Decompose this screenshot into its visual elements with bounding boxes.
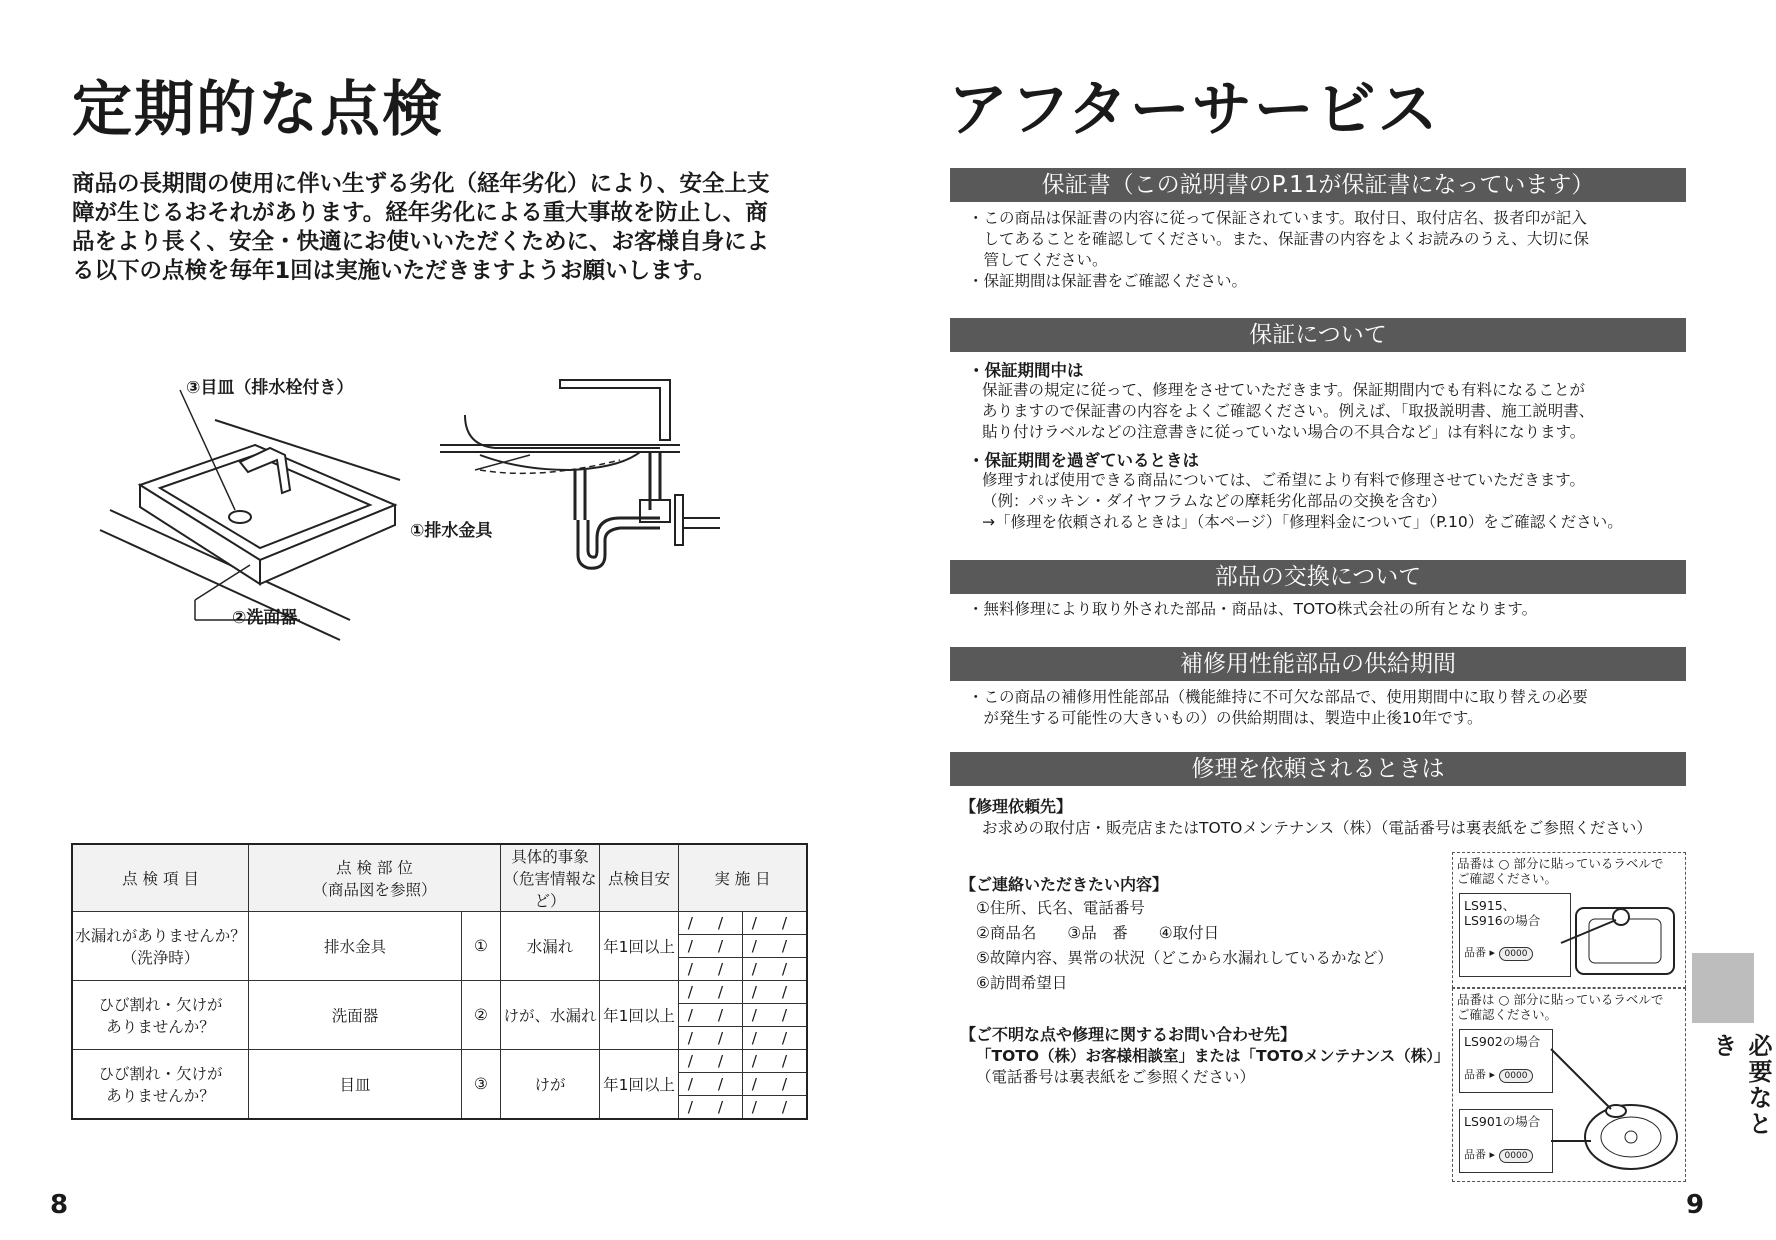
label-tag: 0000	[1499, 1069, 1534, 1083]
body-line: 管してください。	[968, 251, 1108, 269]
row-item: ひび割れ・欠けが ありませんか？	[72, 981, 249, 1050]
date-cell[interactable]: / /	[742, 912, 807, 935]
section-heading-warranty: 保証について	[950, 318, 1686, 352]
date-cell[interactable]: / /	[679, 935, 743, 958]
label-note: 品番は ○ 部分に貼っているラベルで	[1457, 992, 1664, 1007]
inquiry-heading: 【ご不明な点や修理に関するお問い合わせ先】	[960, 1025, 1297, 1044]
body-line: （例：パッキン・ダイヤフラムなどの摩耗劣化部品の交換を含む）	[982, 492, 1447, 510]
row-part: 洗面器	[249, 981, 462, 1050]
intro-line: る以下の点検を毎年1回は実施いただきますようお願いします。	[72, 258, 716, 284]
row-event: 水漏れ	[501, 912, 600, 981]
body-line: 貼り付けラベルなどの注意書きに従っていない場合の不具合など」は有料になります。	[982, 423, 1586, 441]
body-line: が発生する可能性の大きいもの）の供給期間は、製造中止後10年です。	[968, 709, 1483, 727]
label-tag: 0000	[1499, 947, 1534, 961]
warranty-sub1-body	[982, 380, 1594, 443]
side-tab-label: 必要なとき	[1709, 1033, 1772, 1137]
date-cell[interactable]: / /	[679, 981, 743, 1004]
header-date: 実 施 日	[679, 844, 808, 912]
date-cell[interactable]: / /	[679, 1073, 743, 1096]
row-event: けが、水漏れ	[501, 981, 600, 1050]
page-title-right: アフターサービス	[948, 75, 1440, 145]
inquiry-line: 「TOTO（株）お客様相談室」または「TOTOメンテナンス（株）」	[976, 1047, 1450, 1065]
inquiry-line: （電話番号は裏表紙をご参照ください）	[976, 1068, 1256, 1086]
label-location-box-1	[1452, 852, 1686, 988]
row-item: 水漏れがありませんか？ （洗浄時）	[72, 912, 249, 981]
warranty-sub2-heading: ・保証期間を過ぎているときは	[968, 451, 1199, 470]
date-cell[interactable]: / /	[742, 1073, 807, 1096]
contact-item: ⑥訪問希望日	[976, 974, 1068, 992]
callout-1: ①排水金具	[410, 521, 493, 541]
label-note: ご確認ください。	[1457, 1007, 1558, 1022]
table-row	[72, 981, 807, 1004]
label-note: ご確認ください。	[1457, 871, 1558, 886]
body-line: ・保証期間は保証書をご確認ください。	[968, 272, 1248, 290]
date-cell[interactable]: / /	[742, 1004, 807, 1027]
table-row	[72, 1050, 807, 1073]
warranty-sub2-body	[982, 470, 1623, 533]
section-heading-warranty-doc: 保証書（この説明書のP.11が保証書になっています）	[950, 168, 1686, 202]
trap-pipe	[578, 520, 660, 568]
inquiry-body	[976, 1046, 1450, 1088]
row-event: けが	[501, 1050, 600, 1120]
date-cell[interactable]: / /	[742, 935, 807, 958]
section-heading-supply-period: 補修用性能部品の供給期間	[950, 647, 1686, 681]
supply-period-body	[968, 687, 1588, 729]
part-no-label: 品番	[1464, 1068, 1486, 1081]
model-name: LS915、	[1464, 898, 1516, 913]
part-number-row: 品番 ▸ 0000	[1464, 1066, 1533, 1083]
warranty-sub1-heading: ・保証期間中は	[968, 361, 1084, 380]
row-freq: 年1回以上	[600, 1050, 679, 1120]
model-name: LS902の場合	[1464, 1034, 1541, 1049]
row-num: ②	[462, 981, 501, 1050]
contact-item: ①住所、氏名、電話番号	[976, 899, 1145, 917]
body-line: 修理すれば使用できる商品については、ご希望により有料で修理させていただきます。	[982, 471, 1585, 489]
contact-heading: 【ご連絡いただきたい内容】	[960, 875, 1169, 894]
section-heading-parts-exchange: 部品の交換について	[950, 560, 1686, 594]
model-name: LS916の場合	[1464, 913, 1541, 928]
date-cell[interactable]: / /	[742, 1050, 807, 1073]
table-row	[72, 912, 807, 935]
body-line: 保証書の規定に従って、修理をさせていただきます。保証期間内でも有料になることが	[982, 381, 1585, 399]
body-line: ・この商品は保証書の内容に従って保証されています。取付日、取付店名、扱者印が記入	[968, 209, 1587, 227]
basin-top-view-icon	[1571, 893, 1679, 979]
part-no-label: 品番	[1464, 946, 1486, 959]
header-part-label: 点 検 部 位	[336, 859, 413, 877]
page-title-left: 定期的な点検	[72, 75, 444, 145]
row-part: 排水金具	[249, 912, 462, 981]
callout-3: ③目皿（排水栓付き）	[186, 378, 354, 398]
date-cell[interactable]: / /	[679, 1027, 743, 1050]
date-cell[interactable]: / /	[679, 1004, 743, 1027]
intro-paragraph	[72, 170, 817, 286]
intro-line: 品をより長く、安全・快適にお使いいただくために、お客様自身によ	[72, 229, 770, 255]
header-part	[249, 844, 501, 912]
repair-dest-line: お求めの取付店・販売店またはTOTOメンテナンス（株）（電話番号は裏表紙をご参照ください）	[982, 819, 1652, 837]
date-cell[interactable]: / /	[679, 912, 743, 935]
part-number-row: 品番 ▸ 0000	[1464, 944, 1533, 961]
inspection-table	[71, 843, 808, 1120]
model-panel	[1459, 893, 1571, 977]
warranty-doc-body	[968, 208, 1589, 292]
page-number-left: 8	[50, 1190, 69, 1220]
header-event-sub: （危害情報など）	[503, 870, 597, 910]
label-tag: 0000	[1499, 1149, 1534, 1163]
body-line: ありますので保証書の内容をよくご確認ください。例えば、「取扱説明書、施工説明書、	[982, 402, 1595, 420]
date-cell[interactable]: / /	[742, 958, 807, 981]
model-panel	[1459, 1029, 1553, 1093]
contact-item: ⑤故障内容、異常の状況（どこから水漏れしているかなど）	[976, 949, 1393, 967]
part-number-row: 品番 ▸ 0000	[1464, 1146, 1533, 1163]
intro-line: 障が生じるおそれがあります。経年劣化による重大事故を防止し、商	[72, 200, 768, 226]
date-cell[interactable]: / /	[679, 1096, 743, 1120]
model-name: LS901の場合	[1464, 1114, 1541, 1129]
header-event	[501, 844, 600, 912]
row-num: ③	[462, 1050, 501, 1120]
row-freq: 年1回以上	[600, 981, 679, 1050]
washbasin-diagram	[100, 360, 720, 650]
row-part: 目皿	[249, 1050, 462, 1120]
label-location-box-2	[1452, 988, 1686, 1182]
sink-section	[465, 415, 660, 448]
date-cell[interactable]: / /	[742, 981, 807, 1004]
contact-item: ②商品名 ③品 番 ④取付日	[976, 924, 1220, 942]
leader-line	[475, 455, 530, 470]
row-num: ①	[462, 912, 501, 981]
header-item: 点 検 項 目	[72, 844, 249, 912]
section-heading-repair-request: 修理を依頼されるときは	[950, 752, 1686, 786]
date-cell[interactable]: / /	[679, 958, 743, 981]
model-panel	[1459, 1109, 1553, 1173]
table-header-row	[72, 844, 807, 912]
date-cell[interactable]: / /	[742, 1027, 807, 1050]
part-no-label: 品番	[1464, 1148, 1486, 1161]
header-part-sub: （商品図を参照）	[312, 881, 437, 899]
side-tab	[1692, 953, 1772, 1139]
date-cell[interactable]: / /	[742, 1096, 807, 1120]
header-event-label: 具体的事象	[511, 848, 589, 866]
parts-exchange-body: ・無料修理により取り外された部品・商品は、TOTO株式会社の所有となります。	[968, 600, 1538, 618]
faucet-section	[560, 380, 670, 440]
label-note: 品番は ○ 部分に貼っているラベルで	[1457, 856, 1664, 871]
intro-line: 商品の長期間の使用に伴い生ずる劣化（経年劣化）により、安全上支	[72, 171, 770, 197]
side-tab-marker	[1692, 953, 1754, 1023]
repair-dest-heading: 【修理依頼先】	[960, 797, 1073, 816]
body-line: ・この商品の補修用性能部品（機能維持に不可欠な部品で、使用期間中に取り替えの必要	[968, 688, 1588, 706]
date-cell[interactable]: / /	[679, 1050, 743, 1073]
contact-list	[976, 896, 1393, 996]
body-line: してあることを確認してください。また、保証書の内容をよくお読みのうえ、大切に保	[968, 230, 1589, 248]
row-item: ひび割れ・欠けが ありませんか？	[72, 1050, 249, 1120]
page-number-right: 9	[1686, 1190, 1705, 1220]
callout-2: ②洗面器	[232, 608, 298, 628]
body-line: →「修理を依頼されるときは」（本ページ）「修理料金について」（P.10）をご確認ください。	[982, 513, 1623, 531]
row-freq: 年1回以上	[600, 912, 679, 981]
round-basin-view-icon	[1551, 1029, 1683, 1177]
header-freq: 点検目安	[600, 844, 679, 912]
